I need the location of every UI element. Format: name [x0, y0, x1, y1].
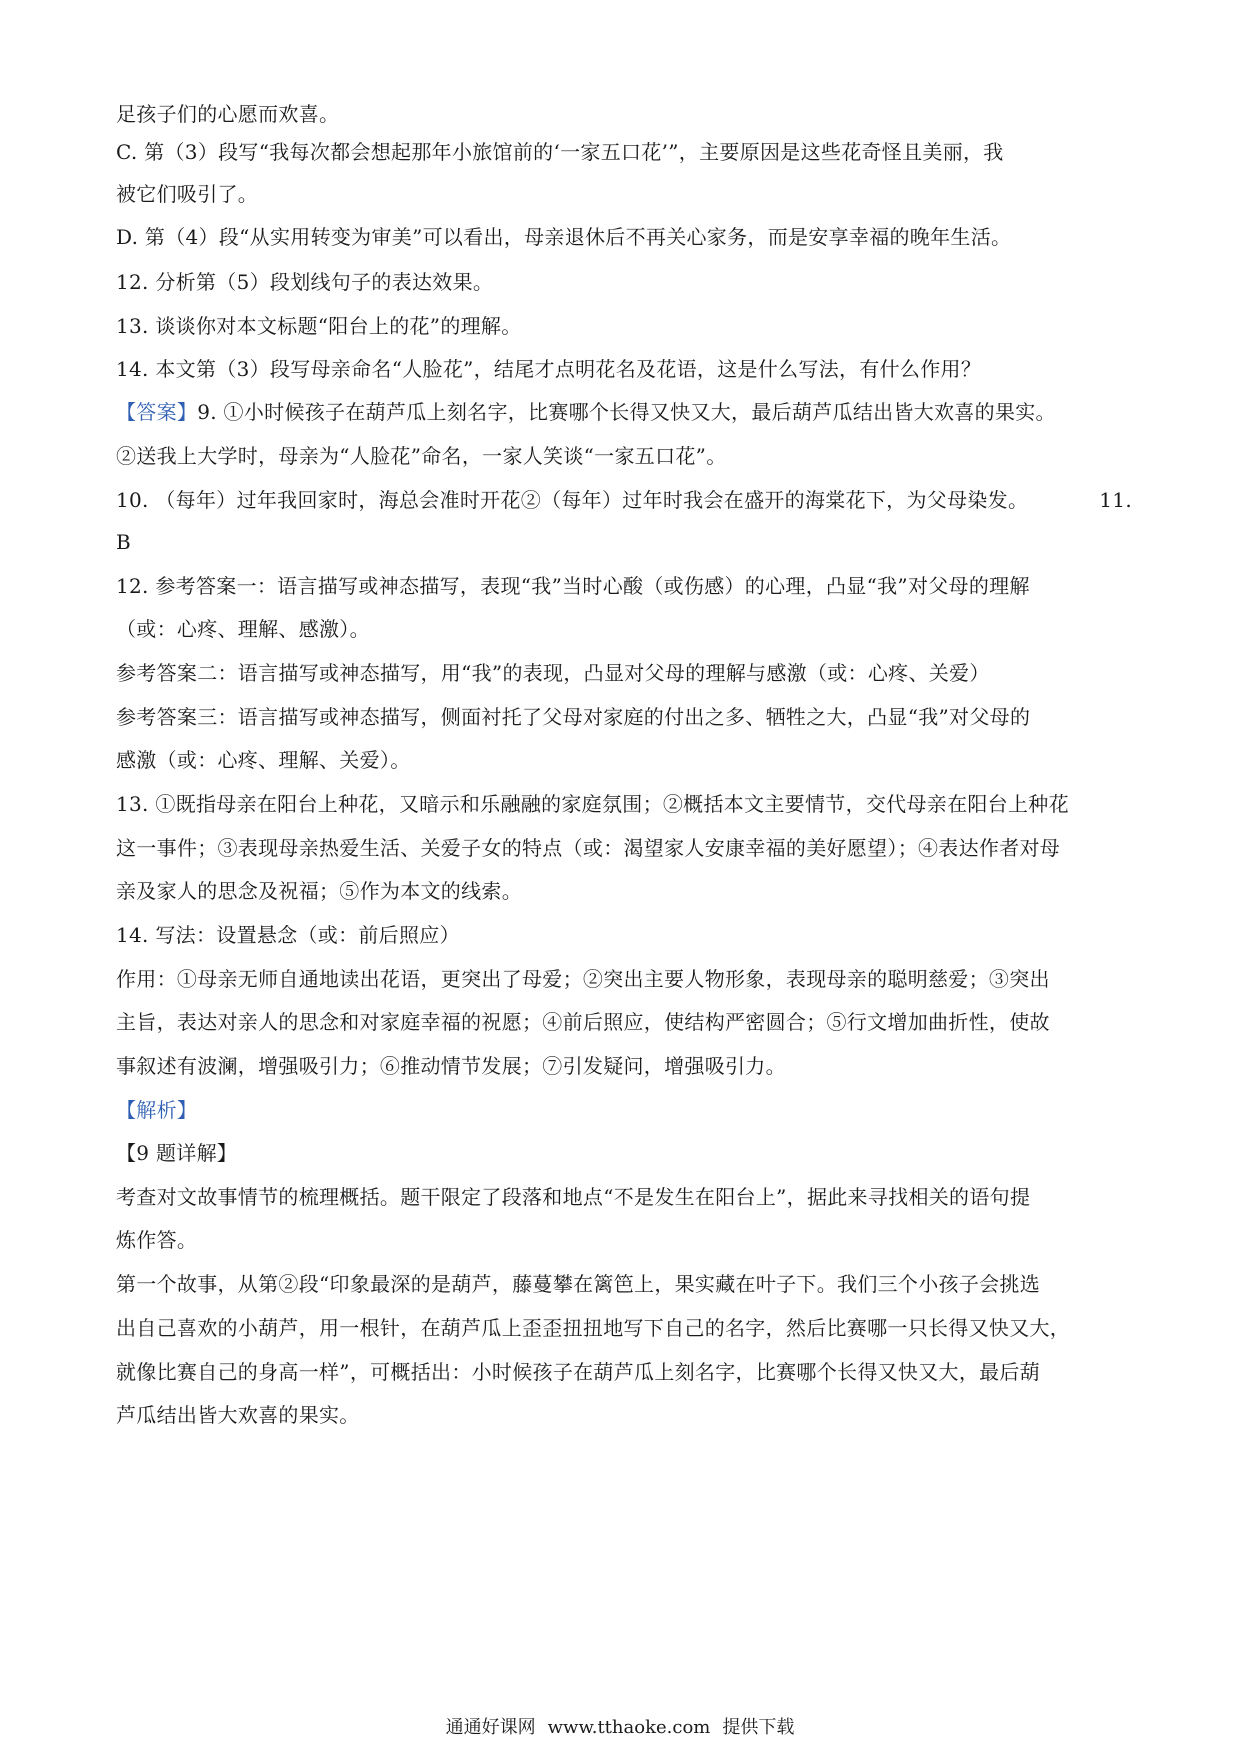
answer-tag: 【答案】 [116, 400, 198, 424]
analysis-tag: 【解析】 [116, 1098, 198, 1122]
answer-13-line-3: 亲及家人的思念及祝福；⑤作为本文的线索。 [116, 879, 522, 903]
answer-9-part-1: 9. ①小时候孩子在葫芦瓜上刻名字，比赛哪个长得又快又大，最后葫芦瓜结出皆大欢喜的果实。 [197, 400, 1056, 424]
answer-11: B [116, 530, 131, 554]
answer-12-line-5: 感激（或：心疼、理解、关爱）。 [116, 748, 411, 772]
answer-14-line-1: 14. 写法：设置悬念（或：前后照应） [116, 923, 460, 947]
analysis-line-1: 考查对文故事情节的梳理概括。题干限定了段落和地点“不是发生在阳台上”，据此来寻找相关的语句提 [116, 1185, 1031, 1209]
answer-12-line-2: （或：心疼、理解、感激）。 [116, 617, 370, 641]
footer-site-name: 通通好课网 [445, 1717, 536, 1738]
answer-12-line-4: 参考答案三：语言描写或神态描写，侧面衬托了父母对家庭的付出之多、牺牲之大，凸显“我”对父母的 [116, 705, 1031, 729]
analysis-line-2: 炼作答。 [116, 1228, 198, 1252]
option-c-line-1: C. 第（3）段写“我每次都会想起那年小旅馆前的‘一家五口花’”，主要原因是这些花奇怪且美丽，我 [116, 140, 1004, 164]
answer-9-part-2: ②送我上大学时，母亲为“人脸花”命名，一家人笑谈“一家五口花”。 [116, 444, 727, 468]
footer-suffix: 提供下载 [722, 1717, 795, 1738]
answer-line-1 [116, 398, 1132, 426]
answer-14-line-3: 主旨，表达对亲人的思念和对家庭幸福的祝愿；④前后照应，使结构严密圆合；⑤行文增加曲折性，使故 [116, 1010, 1050, 1034]
page-footer [0, 1716, 1240, 1740]
answer-14-line-4: 事叙述有波澜，增强吸引力；⑥推动情节发展；⑦引发疑问，增强吸引力。 [116, 1054, 786, 1078]
answer-13-line-2: 这一事件；③表现母亲热爱生活、关爱子女的特点（或：渴望家人安康幸福的美好愿望）；④表达作者对母 [116, 836, 1061, 860]
answer-13-line-1: 13. ①既指母亲在阳台上种花，又暗示和乐融融的家庭氛围；②概括本文主要情节，交代母亲在阳台上种花 [116, 792, 1069, 816]
answer-12-line-1: 12. 参考答案一：语言描写或神态描写，表现“我”当时心酸（或伤感）的心理，凸显“我”对父母的理解 [116, 574, 1030, 598]
option-b-continuation: 足孩子们的心愿而欢喜。 [116, 102, 340, 126]
question-13: 13. 谈谈你对本文标题“阳台上的花”的理解。 [116, 314, 522, 338]
analysis-line-6: 芦瓜结出皆大欢喜的果实。 [116, 1403, 360, 1427]
question-14: 14. 本文第（3）段写母亲命名“人脸花”，结尾才点明花名及花语，这是什么写法，有什么作用？ [116, 357, 982, 381]
question-12: 12. 分析第（5）段划线句子的表达效果。 [116, 270, 494, 294]
answer-14-line-2: 作用：①母亲无师自通地读出花语，更突出了母爱；②突出主要人物形象，表现母亲的聪明慈爱；③突出 [116, 967, 1050, 991]
analysis-line-4: 出自己喜欢的小葫芦，用一根针，在葫芦瓜上歪歪扭扭地写下自己的名字，然后比赛哪一只长得又快又大， [116, 1316, 1071, 1340]
answer-12-line-3: 参考答案二：语言描写或神态描写，用“我”的表现，凸显对父母的理解与感激（或：心疼、关爱） [116, 661, 990, 685]
answer-11-label: 11. [1099, 488, 1132, 512]
analysis-line-5: 就像比赛自己的身高一样”，可概括出：小时候孩子在葫芦瓜上刻名字，比赛哪个长得又快又大，最后葫 [116, 1360, 1041, 1384]
option-c-line-2: 被它们吸引了。 [116, 182, 259, 206]
answer-10: 10. （每年）过年我回家时，海总会准时开花②（每年）过年时我会在盛开的海棠花下，为父母染发。 [116, 488, 1029, 512]
analysis-line-3: 第一个故事，从第②段“印象最深的是葫芦，藤蔓攀在篱笆上，果实藏在叶子下。我们三个小孩子会挑选 [116, 1272, 1041, 1296]
footer-url[interactable]: www.tthaoke.com [547, 1717, 711, 1738]
answer-10-line [116, 486, 1132, 514]
option-d: D. 第（4）段“从实用转变为审美”可以看出，母亲退休后不再关心家务，而是安享幸福的晚年生活。 [116, 225, 1012, 249]
analysis-q9-tag: 【9 题详解】 [116, 1141, 238, 1165]
